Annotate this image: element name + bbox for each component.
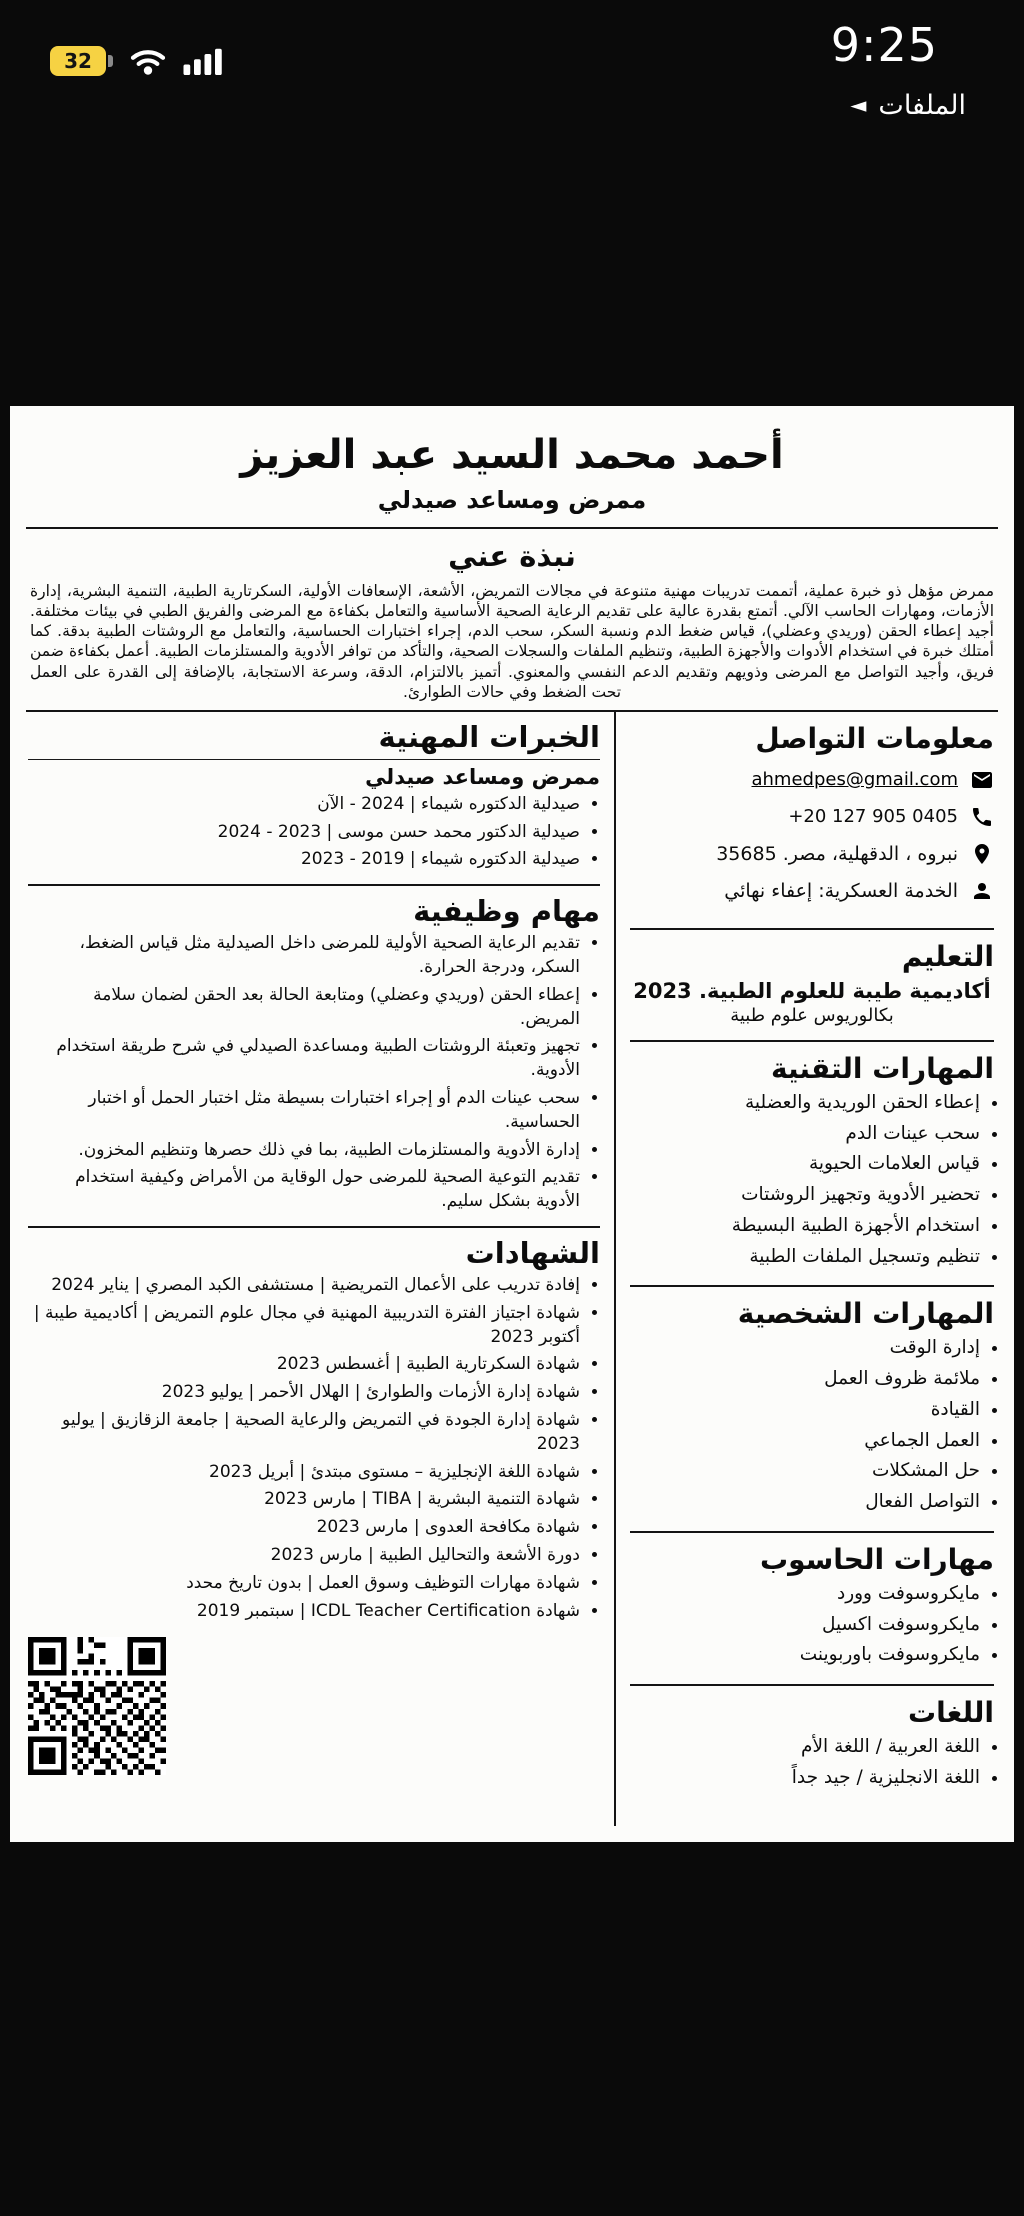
contact-title: معلومات التواصل (755, 721, 994, 755)
personal-skills-title: المهارات الشخصية (737, 1297, 994, 1331)
battery-percent: 32 (64, 49, 92, 73)
files-back-button[interactable] (850, 90, 966, 121)
wifi-icon (130, 48, 166, 75)
languages-title: اللغات (908, 1696, 994, 1730)
back-arrow-icon: ◄ (850, 93, 867, 117)
list-item: • تحضير الأدوية وتجهيز الروشتات (630, 1181, 980, 1209)
contact-email-row (630, 768, 994, 792)
list-item: • مايكروسوفت باوربوينت (630, 1641, 980, 1669)
list-item: • إدارة الأدوية والمستلزمات الطبية، بما في ذلك حصرها وتنظيم المخزون. (28, 1139, 580, 1163)
list-item: • تقديم التوعية الصحية للمرضى حول الوقاية من الأمراض وكيفية استخدام الأدوية بشكل سليم. (28, 1166, 580, 1214)
list-item: • التواصل الفعال (630, 1488, 980, 1516)
list-item: • شهادة التنمية البشرية | TIBA | مارس 2023 (28, 1488, 580, 1512)
candidate-job-title: ممرض ومساعد صيدلي (377, 486, 647, 514)
status-bar (50, 44, 223, 78)
list-item: • مايكروسوفت اكسيل (630, 1611, 980, 1639)
list-item: • سحب عينات الدم أو إجراء اختبارات بسيطة مثل اختبار الحمل أو اختبار الحساسية. (28, 1087, 580, 1135)
qr-code (28, 1637, 166, 1775)
contact-address-row (630, 842, 994, 866)
list-item: • شهادة اللغة الإنجليزية – مستوى مبتدئ | أبريل 2023 (28, 1461, 580, 1485)
cv-header (26, 432, 998, 514)
list-item: • شهادة اجتياز الفترة التدريبية المهنية في مجال علوم التمريض | أكاديمية طيبة | أكتوبر 2023 (28, 1302, 580, 1350)
computer-skills-section (630, 1533, 994, 1686)
education-title: التعليم (901, 939, 994, 973)
languages-list (630, 1733, 994, 1792)
list-item: • شهادة إدارة الجودة في التمريض والرعاية الصحية | جامعة الزقازيق | يوليو 2023 (28, 1409, 580, 1457)
list-item: • صيدلية الدكتور محمد حسن موسى | 2023 - 2024 (28, 821, 580, 845)
email-link[interactable]: ahmedpes@gmail.com (751, 769, 958, 791)
education-school: أكاديمية طيبة للعلوم الطبية. 2023 (633, 978, 991, 1003)
list-item: • مايكروسوفت وورد (630, 1580, 980, 1608)
about-title: نبذة عني (448, 539, 576, 573)
languages-section (630, 1686, 994, 1807)
experience-section (28, 712, 600, 886)
candidate-name: أحمد محمد السيد عبد العزيز (240, 432, 784, 478)
phone-number: +20 127 905 0405 (788, 806, 958, 828)
experience-title: الخبرات المهنية (378, 719, 600, 754)
contact-phone-row (630, 805, 994, 829)
location-pin-icon (970, 842, 994, 866)
list-item: • شهادة مهارات التوظيف وسوق العمل | بدون تاريخ محدد (28, 1572, 580, 1596)
list-item: • القيادة (630, 1396, 980, 1424)
duties-list (28, 932, 600, 1214)
list-item: • قياس العلامات الحيوية (630, 1150, 980, 1178)
about-section (26, 529, 998, 710)
education-section (630, 930, 994, 1042)
about-text: ممرض مؤهل ذو خبرة عملية، أتممت تدريبات مهنية متنوعة في مجالات التمريض، الأشعة، الإسعافات الأولية، السكرتارية الطبية، التنمية البشرية، إدارة الأزمات، ومهارات الحاسب الآلي. أتمتع بقدرة عالية على تقديم الرعاية الصحية الأساسية والتعامل بكفاءة مع المرضى والفريق الطبي في بيئات مختلفة. أجيد إعطاء الحقن (وريدي وعضلي)، قياس ضغط الدم ونسبة السكر، سحب الدم، إجراء اختبارات الحساسية، والتعامل مع الروشتات الطبية بدقة. كما أمتلك خبرة في استخدام الأدوات والأجهزة الطبية، وتنظيم الملفات والسجلات الصحية، والتأكد من توافر الأدوية والمستلزمات الطبية. أعمل بكفاءة ضمن فريق، وأجيد التواصل مع المرضى وذويهم وتقديم الدعم النفسي والمعنوي. أتميز بالالتزام، الدقة، وسرعة الاستجابة، بالإضافة إلى القدرة على العمل تحت الضغط وفي حالات الطوارئ. (30, 582, 994, 701)
experience-divider (28, 759, 600, 760)
cv-document (10, 406, 1014, 1842)
technical-skills-title: المهارات التقنية (770, 1051, 994, 1085)
duties-title: مهام وظيفية (413, 894, 600, 929)
cv-main-column (26, 712, 614, 1826)
list-item: • إفادة تدريب على الأعمال التمريضية | مستشفى الكبد المصري | يناير 2024 (28, 1274, 580, 1298)
technical-skills-list (630, 1089, 994, 1271)
phone-icon (970, 805, 994, 829)
military-person-icon (970, 879, 994, 903)
list-item: • صيدلية الدكتوره شيماء | 2019 - 2023 (28, 848, 580, 872)
list-item: • اللغة العربية / اللغة الأم (630, 1733, 980, 1761)
cv-columns (26, 710, 998, 1826)
contact-military-row (630, 879, 994, 903)
computer-skills-list (630, 1580, 994, 1669)
battery-icon (50, 46, 113, 76)
experience-list (28, 793, 600, 872)
envelope-icon (970, 768, 994, 792)
education-degree: بكالوريوس علوم طبية (730, 1004, 894, 1026)
clock: 9:25 (830, 18, 938, 72)
list-item: • إعطاء الحقن الوريدية والعضلية (630, 1089, 980, 1117)
contact-section (630, 712, 994, 930)
personal-skills-list (630, 1334, 994, 1516)
list-item: • حل المشكلات (630, 1457, 980, 1485)
certificates-list (28, 1274, 600, 1623)
list-item: • إدارة الوقت (630, 1334, 980, 1362)
list-item: • تنظيم وتسجيل الملفات الطبية (630, 1243, 980, 1271)
military-service-text: الخدمة العسكرية: إعفاء نهائي (724, 879, 958, 902)
address-text: نبروه ، الدقهلية، مصر. 35685 (716, 842, 958, 865)
duties-section (28, 886, 600, 1228)
cv-sidebar (614, 712, 998, 1826)
list-item: • شهادة إدارة الأزمات والطوارئ | الهلال الأحمر | يوليو 2023 (28, 1381, 580, 1405)
list-item: • العمل الجماعي (630, 1427, 980, 1455)
list-item: • شهادة ICDL Teacher Certification | سبتمبر 2019 (28, 1600, 580, 1624)
list-item: • شهادة مكافحة العدوى | مارس 2023 (28, 1516, 580, 1540)
computer-skills-title: مهارات الحاسوب (760, 1542, 994, 1576)
list-item: • سحب عينات الدم (630, 1120, 980, 1148)
cellular-signal-icon (183, 48, 223, 75)
list-item: • شهادة السكرتارية الطبية | أغسطس 2023 (28, 1353, 580, 1377)
back-label: الملفات (878, 90, 966, 121)
technical-skills-section (630, 1042, 994, 1288)
list-item: • استخدام الأجهزة الطبية البسيطة (630, 1212, 980, 1240)
battery-cap (108, 55, 113, 67)
personal-skills-section (630, 1287, 994, 1533)
list-item: • دورة الأشعة والتحاليل الطبية | مارس 2023 (28, 1544, 580, 1568)
certificates-section (28, 1228, 600, 1783)
experience-subtitle: ممرض ومساعد صيدلي (365, 764, 600, 789)
list-item: • إعطاء الحقن (وريدي وعضلي) ومتابعة الحالة بعد الحقن لضمان سلامة المريض. (28, 984, 580, 1032)
list-item: • تجهيز وتعبئة الروشتات الطبية ومساعدة الصيدلي في شرح طريقة استخدام الأدوية. (28, 1035, 580, 1083)
certificates-title: الشهادات (465, 1236, 600, 1270)
list-item: • صيدلية الدكتوره شيماء | 2024 - الآن (28, 793, 580, 817)
list-item: • تقديم الرعاية الصحية الأولية للمرضى داخل الصيدلية مثل قياس الضغط، السكر، ودرجة الحرارة. (28, 932, 580, 980)
list-item: • ملائمة ظروف العمل (630, 1365, 980, 1393)
list-item: • اللغة الانجليزية / جيد جداً (630, 1764, 980, 1792)
